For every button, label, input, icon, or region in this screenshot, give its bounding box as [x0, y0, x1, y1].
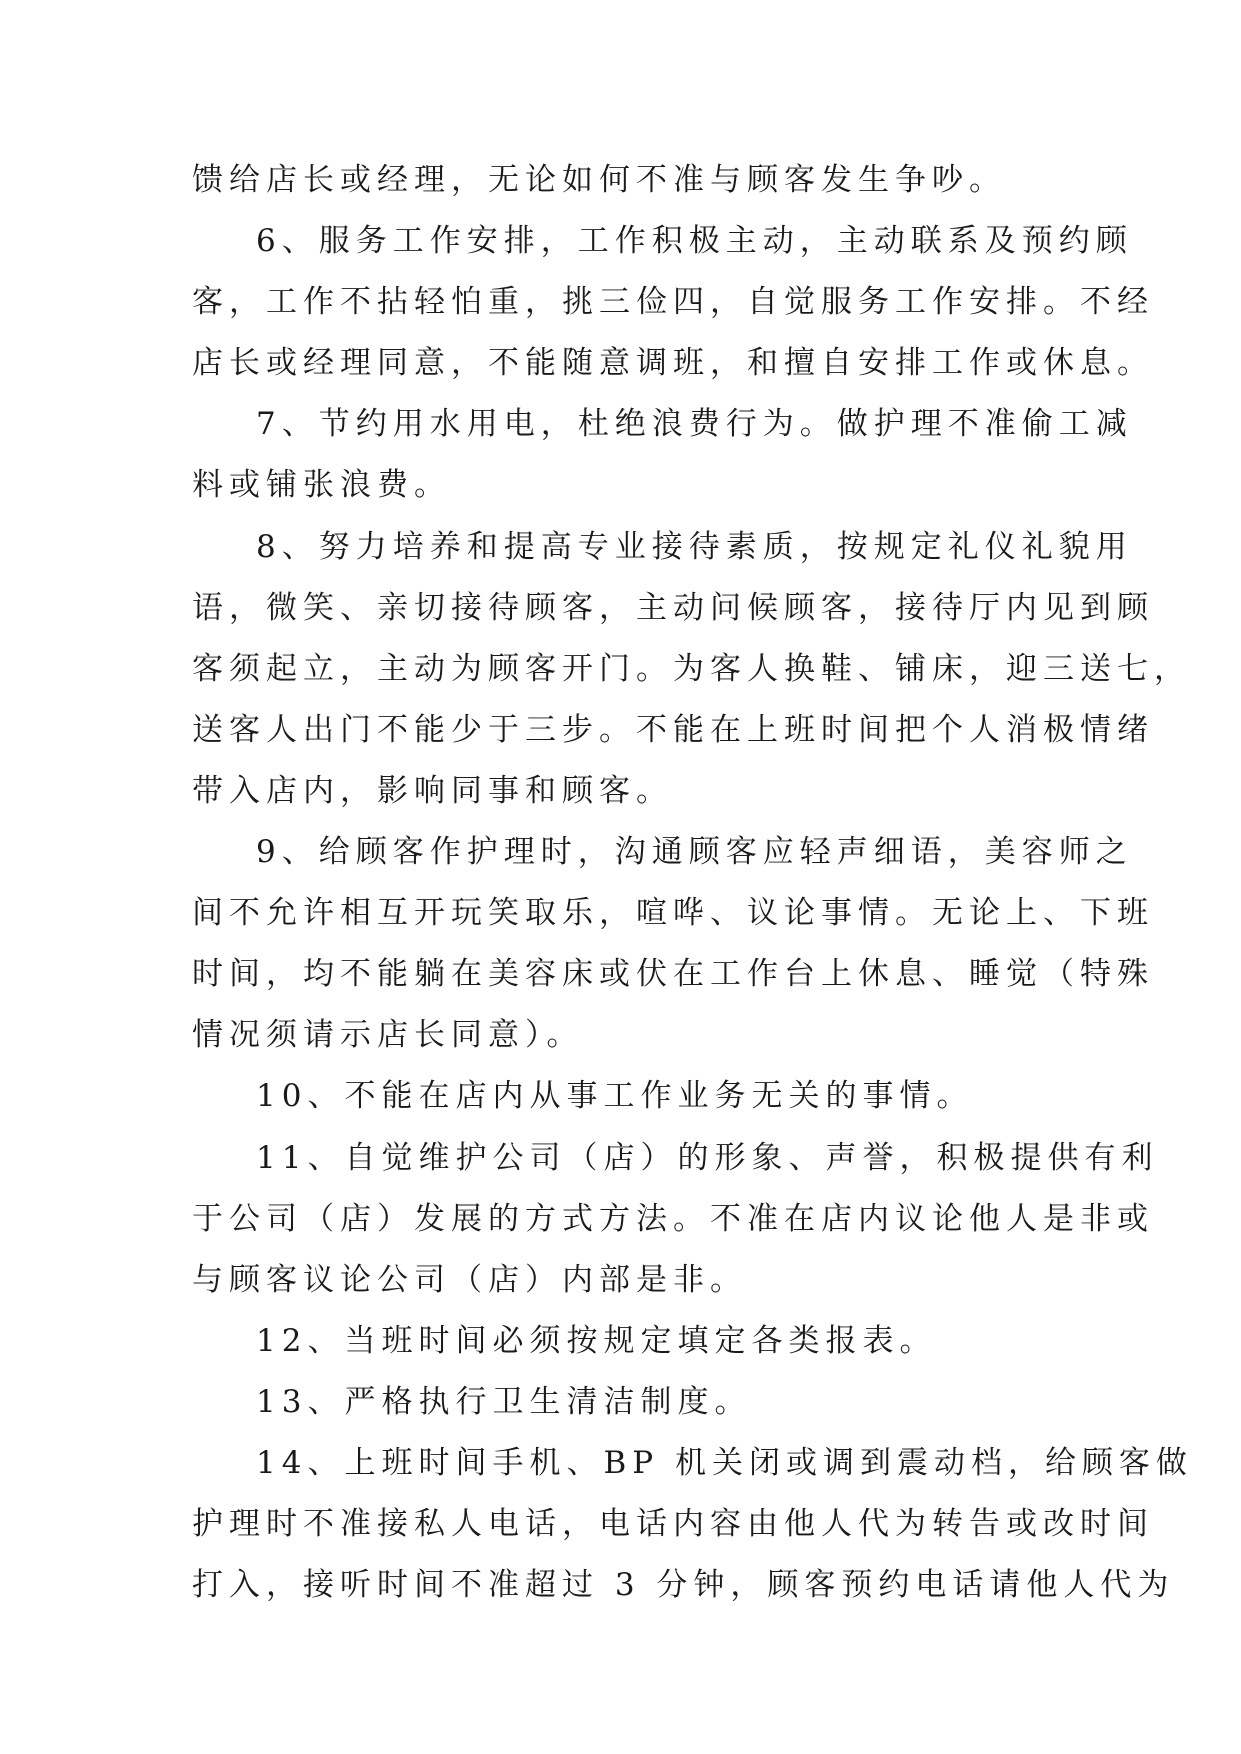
text-line: 14、上班时间手机、BP 机关闭或调到震动档，给顾客做 — [256, 1444, 1193, 1481]
text-line: 护理时不准接私人电话，电话内容由他人代为转告或改时间 — [192, 1506, 1154, 1543]
text-line: 店长或经理同意，不能随意调班，和擅自安排工作或休息。 — [192, 345, 1154, 382]
text-line: 13、严格执行卫生清洁制度。 — [256, 1383, 752, 1420]
text-line: 11、自觉维护公司（店）的形象、声誉，积极提供有利 — [256, 1139, 1159, 1176]
text-line: 送客人出门不能少于三步。不能在上班时间把个人消极情绪 — [192, 711, 1154, 748]
text-line: 与顾客议论公司（店）内部是非。 — [192, 1261, 747, 1298]
text-line: 12、当班时间必须按规定填定各类报表。 — [256, 1322, 937, 1359]
text-line: 9、给顾客作护理时，沟通顾客应轻声细语，美容师之 — [256, 834, 1133, 871]
text-line: 7、节约用水用电，杜绝浪费行为。做护理不准偷工减 — [256, 406, 1133, 443]
text-line: 客须起立，主动为顾客开门。为客人换鞋、铺床，迎三送七， — [192, 650, 1191, 687]
text-line: 料或铺张浪费。 — [192, 467, 451, 504]
text-line: 10、不能在店内从事工作业务无关的事情。 — [256, 1078, 974, 1115]
text-line: 情况须请示店长同意）。 — [192, 1017, 584, 1054]
text-line: 时间，均不能躺在美容床或伏在工作台上休息、睡觉（特殊 — [192, 956, 1154, 993]
text-line: 6、服务工作安排，工作积极主动，主动联系及预约顾 — [256, 223, 1133, 260]
text-line: 馈给店长或经理，无论如何不准与顾客发生争吵。 — [192, 162, 1006, 198]
text-line: 语，微笑、亲切接待顾客，主动问候顾客，接待厅内见到顾 — [192, 589, 1154, 626]
text-line: 带入店内，影响同事和顾客。 — [192, 772, 673, 809]
text-line: 间不允许相互开玩笑取乐，喧哗、议论事情。无论上、下班 — [192, 895, 1154, 932]
text-line: 打入，接听时间不准超过 3 分钟，顾客预约电话请他人代为 — [192, 1567, 1175, 1604]
text-line: 客，工作不拈轻怕重，挑三俭四，自觉服务工作安排。不经 — [192, 284, 1154, 321]
text-line: 于公司（店）发展的方式方法。不准在店内议论他人是非或 — [192, 1200, 1154, 1237]
body-text — [192, 150, 1193, 1616]
text-line: 8、努力培养和提高专业接待素质，按规定礼仪礼貌用 — [256, 528, 1133, 565]
